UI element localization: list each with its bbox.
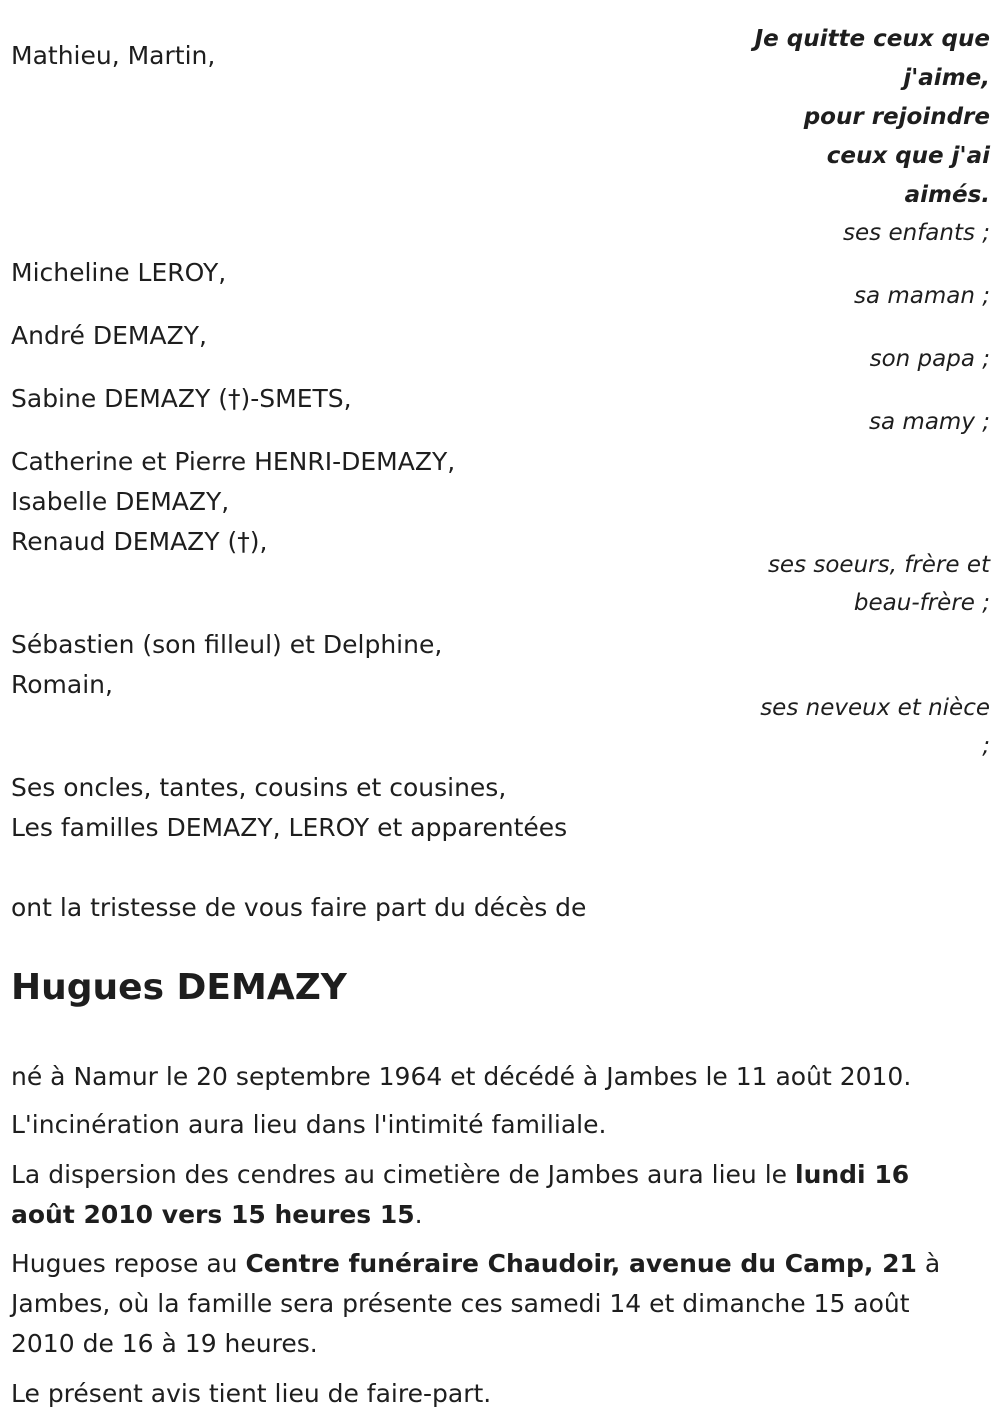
father-role: son papa ; xyxy=(869,346,990,372)
grandmother-name: Sabine DEMAZY (†)-SMETS, xyxy=(11,384,352,413)
nephews-role-line: ; xyxy=(982,733,990,759)
mother-role: sa maman ; xyxy=(853,283,990,309)
mother-name: Micheline LEROY, xyxy=(11,258,227,287)
extended-family: Les familles DEMAZY, LEROY et apparentées xyxy=(11,813,568,842)
announcement-text: ont la tristesse de vous faire part du décès de xyxy=(11,893,587,922)
deceased-name: Hugues DEMAZY xyxy=(11,967,347,1008)
quote-line: pour rejoindre xyxy=(803,104,990,130)
epitaph-quote xyxy=(730,20,990,215)
dispersion-suffix: . xyxy=(414,1200,423,1229)
nephews-role-line: ses neveux et nièce xyxy=(760,695,990,721)
sibling-name: Catherine et Pierre HENRI-DEMAZY, xyxy=(11,447,456,476)
birth-death-text: né à Namur le 20 septembre 1964 et décédé à Jambes le 11 août 2010. xyxy=(11,1062,912,1091)
children-role: ses enfants ; xyxy=(843,220,990,246)
cremation-text: L'incinération aura lieu dans l'intimité familiale. xyxy=(11,1110,607,1139)
children-names: Mathieu, Martin, xyxy=(11,41,216,70)
dispersion-prefix: La dispersion des cendres au cimetière de Jambes aura lieu le xyxy=(11,1160,795,1189)
nephew-name: Sébastien (son filleul) et Delphine, xyxy=(11,630,443,659)
rest-prefix: Hugues repose au xyxy=(11,1249,246,1278)
siblings-role xyxy=(730,546,990,622)
rest-place: Centre funéraire Chaudoir, avenue du Camp, 21 xyxy=(245,1249,917,1278)
extended-family: Ses oncles, tantes, cousins et cousines, xyxy=(11,773,507,802)
nephews-role xyxy=(730,689,990,765)
quote-line: aimés. xyxy=(904,182,990,208)
grandmother-role: sa mamy ; xyxy=(869,409,990,435)
resting-place-text xyxy=(11,1244,971,1364)
sibling-name: Renaud DEMAZY (†), xyxy=(11,527,268,556)
rest-suffix: à Jambes, où la famille sera présente ces samedi 14 et dimanche 15 août 2010 de 16 à 19 heures. xyxy=(11,1249,941,1358)
siblings-role-line: ses soeurs, frère et xyxy=(767,552,990,578)
quote-line: Je quitte ceux que xyxy=(754,26,990,52)
dispersion-text xyxy=(11,1155,971,1235)
nephew-name: Romain, xyxy=(11,670,113,699)
dispersion-date: lundi 16 août 2010 vers 15 heures 15 xyxy=(11,1160,910,1229)
sibling-name: Isabelle DEMAZY, xyxy=(11,487,230,516)
father-name: André DEMAZY, xyxy=(11,321,207,350)
notice-text: Le présent avis tient lieu de faire-part. xyxy=(11,1379,492,1408)
quote-line: ceux que j'ai xyxy=(826,143,990,169)
quote-line: j'aime, xyxy=(903,65,990,91)
siblings-role-line: beau-frère ; xyxy=(853,590,990,616)
